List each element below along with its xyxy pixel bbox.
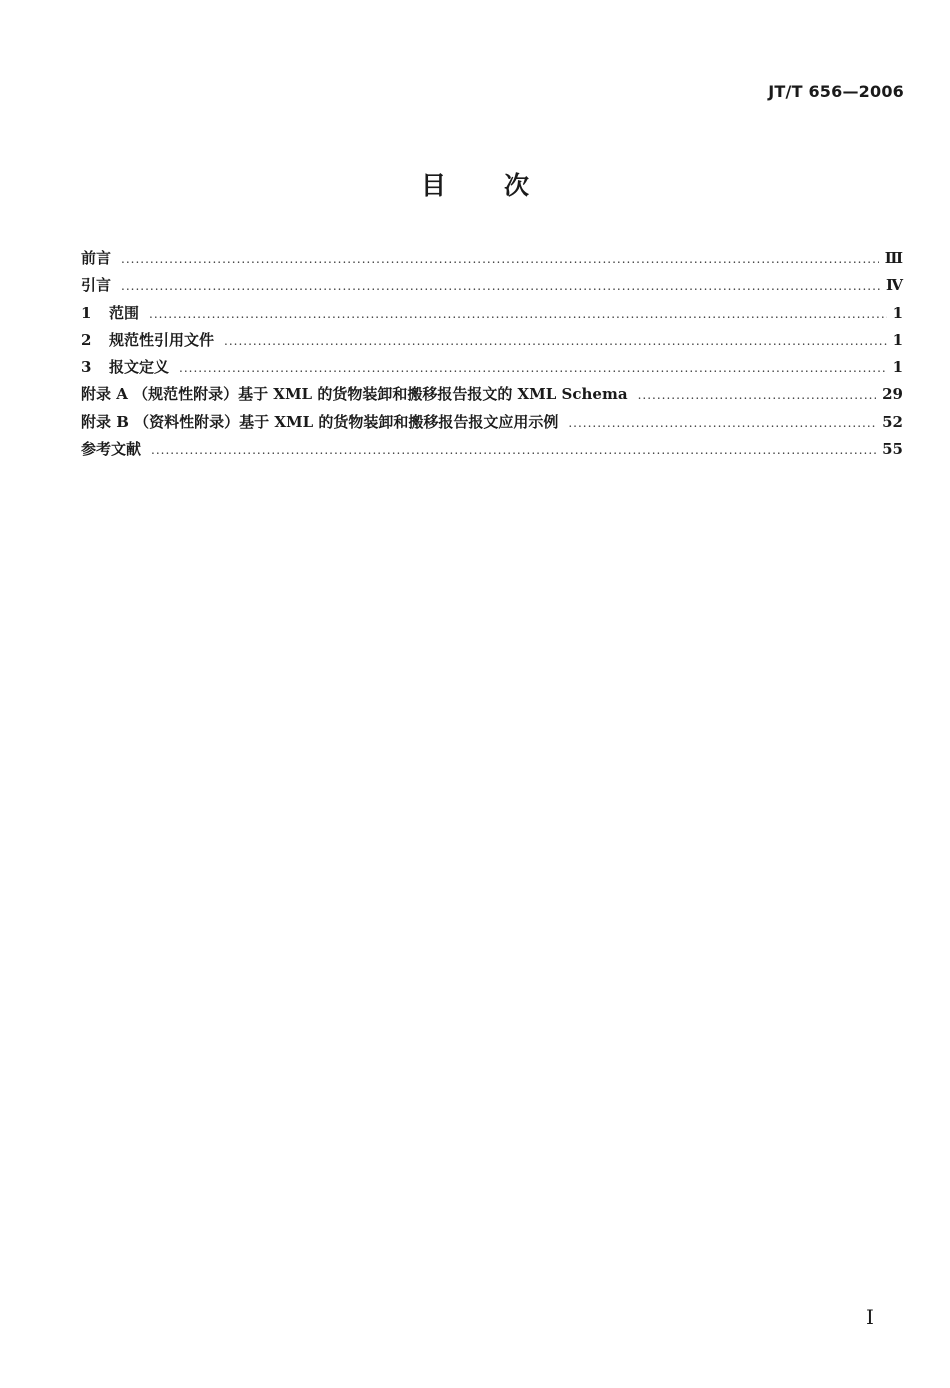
page-title: 目次 — [420, 171, 587, 200]
toc-entry-page: 29 — [882, 385, 903, 404]
toc-entry-annex-a[interactable] — [81, 383, 903, 410]
toc-entry-page: 1 — [892, 330, 903, 349]
toc-entry-page: 55 — [882, 440, 903, 459]
toc-entry-label: 规范性引用文件 — [109, 330, 215, 349]
toc-entry-page: 1 — [892, 358, 903, 377]
toc-leader-dots — [151, 443, 876, 457]
toc-leader-dots — [224, 334, 887, 348]
toc-leader-dots — [121, 252, 879, 266]
toc-entry-foreword[interactable] — [81, 247, 903, 274]
toc-entry-page: 52 — [882, 412, 903, 431]
toc-entry-number: 1 — [81, 303, 92, 322]
toc-entry-message-definition[interactable] — [81, 356, 903, 383]
toc-entry-scope[interactable] — [81, 302, 903, 329]
toc-entry-label: 前言 — [81, 249, 112, 267]
toc-leader-dots — [149, 307, 887, 321]
toc-entry-label: 参考文献 — [81, 440, 142, 459]
toc-entry-normative-references[interactable] — [81, 329, 903, 356]
toc-entry-bibliography[interactable] — [81, 438, 903, 465]
page-number: I — [866, 1305, 874, 1329]
toc-entry-label: 范围 — [109, 303, 140, 322]
toc-entry-annex-b[interactable] — [81, 411, 903, 438]
toc-entry-number: 2 — [81, 330, 92, 349]
toc-entry-number: 3 — [81, 358, 92, 377]
toc-entry-page: 1 — [892, 303, 903, 322]
toc-leader-dots — [121, 279, 880, 293]
toc-entry-label: 附录 B （资料性附录）基于 XML 的货物装卸和搬移报告报文应用示例 — [81, 412, 559, 431]
toc-entry-label: 报文定义 — [109, 358, 170, 377]
toc-leader-dots — [179, 361, 887, 375]
toc-entry-label: 引言 — [81, 276, 112, 295]
toc-entry-page: Ⅳ — [885, 276, 903, 295]
document-code: JT/T 656—2006 — [768, 82, 904, 101]
toc-entry-label: 附录 A （规范性附录）基于 XML 的货物装卸和搬移报告报文的 XML Schema — [81, 385, 628, 404]
toc-leader-dots — [638, 388, 877, 402]
table-of-contents — [81, 247, 903, 465]
toc-entry-page: Ⅲ — [884, 249, 903, 267]
toc-entry-introduction[interactable] — [81, 274, 903, 301]
toc-leader-dots — [568, 416, 876, 430]
